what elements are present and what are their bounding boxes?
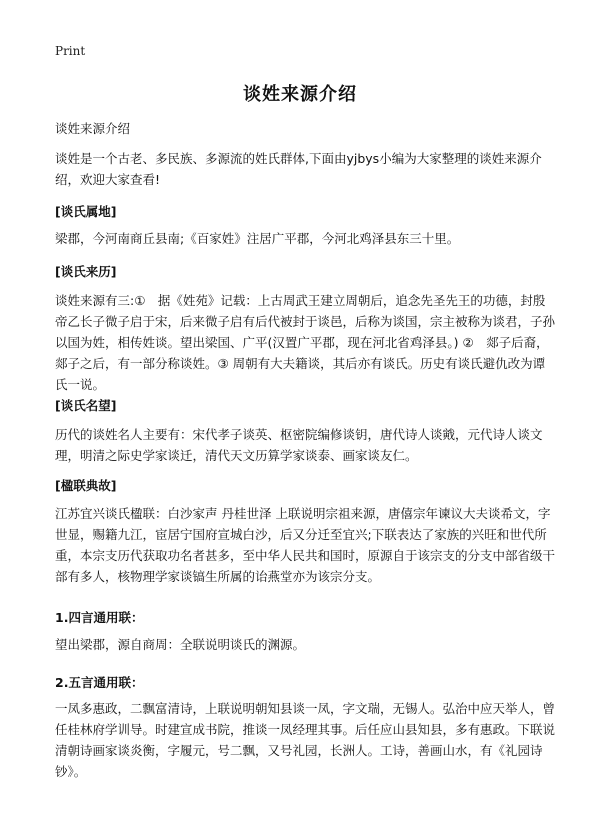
section-text: 一凤多惠政，二飘富清诗，上联说明朝知县谈一凤，字文瑞，无锡人。弘治中应天举人，曾任桂林府学训导。时建宣成书院，推谈一凤经理其事。后任应山县知县，多有惠政。下联说清朝诗画家谈炎衡，字履元，号二飘，又号礼园，长洲人。工诗，善画山水，有《礼园诗钞》。 bbox=[55, 701, 556, 779]
section-heading: [楹联典故] bbox=[55, 478, 117, 493]
intro-paragraph: 谈姓是一个古老、多民族、多源流的姓氏群体,下面由yjbys小编为大家整理的谈姓来源介绍，欢迎大家查看! bbox=[55, 151, 542, 187]
page-title: 谈姓来源介绍 bbox=[243, 84, 357, 105]
print-link[interactable]: Print bbox=[55, 44, 86, 58]
section-text: 历代的谈姓名人主要有：宋代孝子谈英、枢密院编修谈钥，唐代诗人谈戭，元代诗人谈文理，明清之际史学家谈迁，清代天文历算学家谈泰、画家谈友仁。 bbox=[55, 427, 543, 463]
section-text: 梁郡，今河南商丘县南;《百家姓》注居广平郡，今河北鸡泽县东三十里。 bbox=[55, 231, 460, 246]
subtitle: 谈姓来源介绍 bbox=[55, 121, 131, 136]
section-heading: [谈氏来历] bbox=[55, 264, 117, 279]
section-heading: [谈氏名望] bbox=[55, 398, 117, 413]
section-heading: 2.五言通用联： bbox=[55, 675, 144, 690]
section-text: 谈姓来源有三:① 据《姓苑》记载：上古周武王建立周朝后，追念先圣先王的功德，封殷帝乙长子微子启于宋，后来微子启有后代被封于谈邑，后称为谈国，宗主被称为谈君，子孙以国为姓，相传姓谈。望出梁国、广平(汉置广平郡，现在河北省鸡泽县。) ② 郯子后裔，郯子之后，有一部分称谈姓。③ 周朝有大夫籍谈，其后亦有谈氏。历史有谈氏避仇改为谭氏一说。 bbox=[55, 293, 556, 392]
section-heading: 1.四言通用联： bbox=[55, 610, 144, 625]
section-heading: [谈氏属地] bbox=[55, 204, 117, 219]
section-text: 望出梁郡，源自商周：全联说明谈氏的渊源。 bbox=[55, 637, 306, 652]
section-text: 江苏宜兴谈氏楹联：白沙家声 丹桂世泽 上联说明宗祖来源，唐僖宗年谏议大夫谈希文，字世显，赐籍九江，宦居宁国府宣城白沙，后又分迁至宜兴;下联表达了家族的兴旺和世代所重，本宗支历代获取功名者甚多，至中华人民共和国时，原源自于该宗支的分支中部省级干部有多人，核物理学家谈镐生所属的诒燕堂亦为该宗分支。 bbox=[55, 506, 556, 584]
